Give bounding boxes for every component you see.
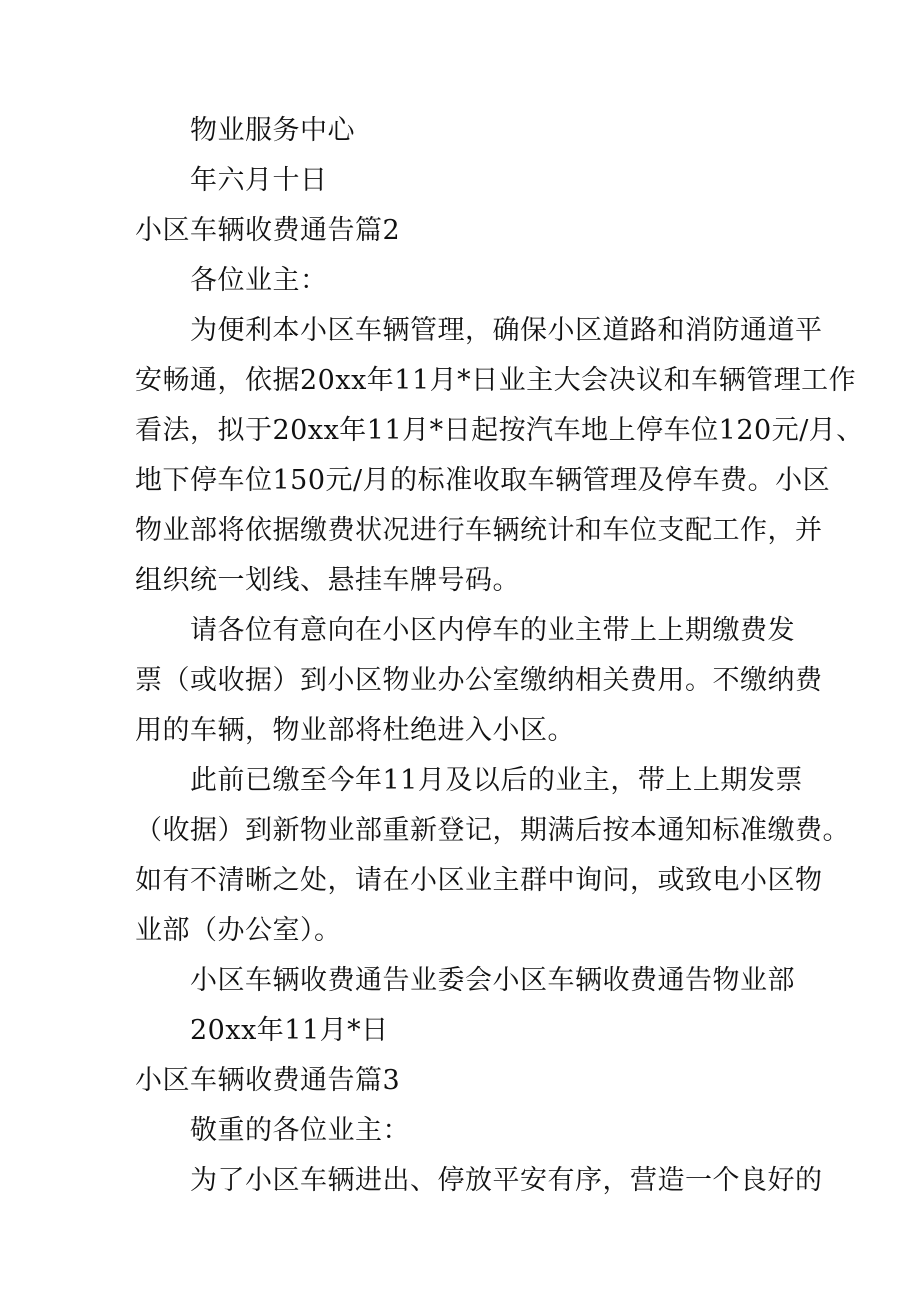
paragraph-line: 票（或收据）到小区物业办公室缴纳相关费用。不缴纳费 [135,665,823,696]
paragraph-line: 地下停车位150元/月的标准收取车辆管理及停车费。小区 [135,465,831,496]
section-heading-3: 小区车辆收费通告篇3 [135,1065,401,1096]
notice-date: 20xx年11月*日 [190,1015,389,1046]
salutation: 各位业主： [190,265,328,296]
paragraph-line: 物业部将依据缴费状况进行车辆统计和车位支配工作，并 [135,515,823,546]
paragraph-line: 安畅通，依据20xx年11月*日业主大会决议和车辆管理工作 [135,365,857,396]
section-heading-2: 小区车辆收费通告篇2 [135,215,401,246]
signature-organization: 物业服务中心 [190,115,355,146]
signature-line: 小区车辆收费通告业委会小区车辆收费通告物业部 [190,965,795,996]
paragraph-line: 为了小区车辆进出、停放平安有序，营造一个良好的 [190,1165,823,1196]
paragraph-line: 用的车辆，物业部将杜绝进入小区。 [135,715,575,746]
salutation: 敬重的各位业主： [190,1115,410,1146]
paragraph-line: （收据）到新物业部重新登记，期满后按本通知标准缴费。 [135,815,850,846]
paragraph-line: 业部（办公室）。 [135,915,342,946]
paragraph-line: 看法，拟于20xx年11月*日起按汽车地上停车位120元/月、 [135,415,864,446]
paragraph-line: 如有不清晰之处，请在小区业主群中询问，或致电小区物 [135,865,823,896]
signature-date: 年六月十日 [190,165,328,196]
paragraph-line: 请各位有意向在小区内停车的业主带上上期缴费发 [190,615,795,646]
paragraph-line: 此前已缴至今年11月及以后的业主，带上上期发票 [190,765,803,796]
paragraph-line: 为便利本小区车辆管理，确保小区道路和消防通道平 [190,315,823,346]
paragraph-line: 组织统一划线、悬挂车牌号码。 [135,565,520,596]
